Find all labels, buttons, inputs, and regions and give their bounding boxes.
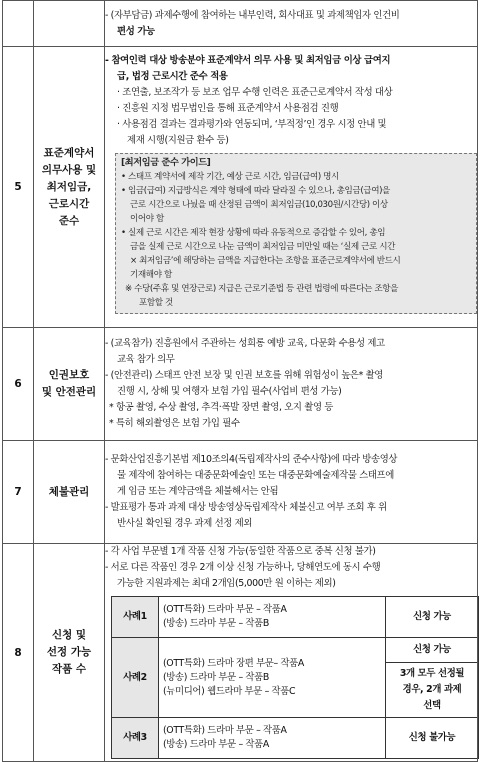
example-result-line: 경우, 2개 과제	[402, 684, 462, 695]
topic-line: 선정 가능	[46, 646, 92, 658]
row-number-cell: 6	[3, 328, 34, 441]
content-line: · 진흥원 지정 법무법인을 통해 표준계약서 사용점검 진행	[117, 103, 339, 114]
guide-line: × 최저임금’에 해당하는 금액을 지급한다는 조항을 표준근로계약서에 반드시	[130, 256, 401, 266]
example-work-line: (방송) 드라마 부문 – 작품A	[163, 739, 269, 750]
guide-line: • 실제 근로 시간은 제작 현장 상황에 따라 유동적으로 증감할 수 있어, 총임	[121, 228, 386, 238]
example-result: 신청 가능	[386, 597, 479, 638]
topic-line: 근로시간	[48, 197, 90, 210]
example-works	[159, 638, 386, 718]
row-content-cell	[105, 544, 478, 762]
topic-line: 인권보호	[48, 369, 90, 381]
row-number-cell: 7	[3, 441, 34, 544]
example-work-line: (방송) 드라마 부문 – 작품B	[163, 618, 269, 629]
guide-line: 금을 실제 근로 시간으로 나눈 금액이 최저임금 미만일 때는 ‘실제 근로 시간	[130, 242, 396, 252]
guideline-table	[2, 0, 478, 762]
row-number-cell: 8	[3, 544, 34, 762]
content-line: - (안전관리) 스태프 안전 보장 및 인권 보호를 위해 위험성이 높은* 촬영	[105, 370, 383, 381]
content-line: 교육 참가 의무	[117, 354, 175, 365]
example-row	[112, 638, 479, 663]
content-line: - 참여인력 대상 방송분야 표준계약서 의무 사용 및 최저임금 이상 급여지	[105, 55, 391, 66]
content-line: - 문화산업진흥기본법 제10조의4(독립제작사의 준수사항)에 따라 방송영상	[105, 454, 398, 465]
content-line: - 서로 다른 작품인 경우 2개 이상 신청 가능하나, 당해연도에 동시 수행	[105, 562, 381, 573]
content-line: 물 제작에 참여하는 대중문화예술인 또는 대중문화예술제작물 스태프에	[117, 470, 394, 481]
content-line: · 사용점검 결과는 결과평가와 연동되며, ‘부적정’인 경우 시정 안내 및	[117, 119, 387, 130]
example-result	[386, 663, 479, 718]
row-number-cell: 5	[3, 47, 34, 328]
example-works	[159, 597, 386, 638]
content-line: - (교육참가) 진흥원에서 주관하는 성희롱 예방 교육, 다문화 수용성 제고	[105, 338, 385, 349]
row-topic-cell	[34, 1, 105, 47]
table-row	[3, 47, 478, 328]
example-name: 사례1	[112, 597, 159, 638]
content-line: - 각 사업 부문별 1개 작품 신청 가능(동일한 작품으로 중복 신청 불가)	[105, 546, 376, 557]
row-content-cell	[105, 328, 478, 441]
content-line: 반사실 확인될 경우 과제 선정 제외	[117, 518, 253, 529]
example-work-line: (OTT특화) 드라마 부문 – 작품A	[163, 725, 287, 736]
guide-line: ※ 수당(주휴 및 연장근로) 지급은 근로기준법 등 관련 법령에 따른다는 조항을	[125, 284, 399, 294]
guide-title: [최저임금 준수 가이드]	[121, 157, 211, 168]
table-row	[3, 1, 478, 47]
row-content-cell	[105, 441, 478, 544]
table-row	[3, 441, 478, 544]
content-line: - 발표평가 통과 과제 대상 방송영상독립제작사 체불신고 여부 조회 후 위	[105, 502, 387, 513]
table-row	[3, 544, 478, 762]
row-topic-cell	[34, 441, 105, 544]
example-name: 사례2	[112, 638, 159, 718]
example-row	[112, 718, 479, 759]
topic-line: 체불관리	[48, 485, 90, 498]
example-work-line: (뉴미디어) 웹드라마 부문 – 작품C	[163, 685, 296, 697]
example-result: 신청 가능	[386, 638, 479, 663]
example-result-line: 3개 모두 선정될	[399, 668, 465, 679]
content-line: 가능한 지원과제는 최대 2개임(5,000만 원 이하는 제외)	[117, 578, 336, 589]
topic-line: 준수	[58, 214, 80, 227]
guide-line: 근로 시간으로 나눴을 때 산정된 금액이 최저임금(10,030원/시간당) 이상	[130, 200, 388, 210]
example-result-line: 선택	[423, 700, 441, 711]
guide-line: 기재해야 함	[130, 270, 172, 280]
guide-line: 이어야 함	[130, 214, 164, 224]
document	[2, 0, 478, 762]
example-row	[112, 597, 479, 638]
example-work-line: (방송) 드라마 부문 – 작품B	[163, 671, 269, 683]
topic-line: 의무사용 및	[41, 163, 97, 176]
row-topic-cell	[34, 544, 105, 762]
content-line: 제재 시행(지원금 환수 등)	[127, 135, 229, 146]
guide-line: • 스태프 계약서에 제작 기간, 예상 근로 시간, 임금(급여) 명시	[121, 172, 339, 182]
table-row	[3, 328, 478, 441]
content-line: 급, 법정 근로시간 준수 적용	[117, 71, 228, 82]
example-works	[159, 718, 386, 759]
content-line: 편성 가능	[117, 25, 155, 37]
example-result: 신청 불가능	[386, 718, 479, 759]
content-line: · 조연출, 보조작가 등 보조 업무 수행 인력은 표준근로계약서 작성 대상	[117, 87, 393, 98]
example-table	[111, 596, 479, 759]
row-number-cell	[3, 1, 34, 47]
row-topic-cell	[34, 328, 105, 441]
guide-line: 포함할 것	[139, 298, 173, 308]
guide-line: • 임금(급여) 지급방식은 계약 형태에 따라 달라질 수 있으나, 총임금(급여)을	[121, 186, 390, 196]
topic-line: 작품 수	[51, 663, 87, 675]
content-line: 진행 시, 상해 및 여행자 보험 가입 필수(사업비 편성 가능)	[117, 386, 342, 397]
row-topic-cell	[34, 47, 105, 328]
example-work-line: (OTT특화) 드라마 장편 부문– 작품A	[163, 657, 304, 669]
content-line: - (자부담금) 과제수행에 참여하는 내부인력, 회사대표 및 과제책임자 인건비	[105, 9, 400, 21]
topic-line: 최저임금,	[46, 180, 92, 193]
content-line: * 항공 촬영, 수상 촬영, 추격·폭발 장면 촬영, 오지 촬영 등	[109, 402, 333, 413]
min-wage-guide-box	[115, 153, 477, 314]
row-content-cell	[105, 1, 478, 47]
example-name: 사례3	[112, 718, 159, 759]
content-line: 게 임금 또는 계약금액을 체불해서는 안됨	[117, 486, 279, 497]
example-work-line: (OTT특화) 드라마 부문 – 작품A	[163, 604, 287, 615]
content-line: * 특히 해외촬영은 보험 가입 필수	[109, 418, 240, 429]
row-content-cell	[105, 47, 478, 328]
topic-line: 표준계약서	[43, 146, 95, 159]
topic-line: 및 안전관리	[41, 386, 97, 398]
topic-line: 신청 및	[51, 629, 87, 641]
